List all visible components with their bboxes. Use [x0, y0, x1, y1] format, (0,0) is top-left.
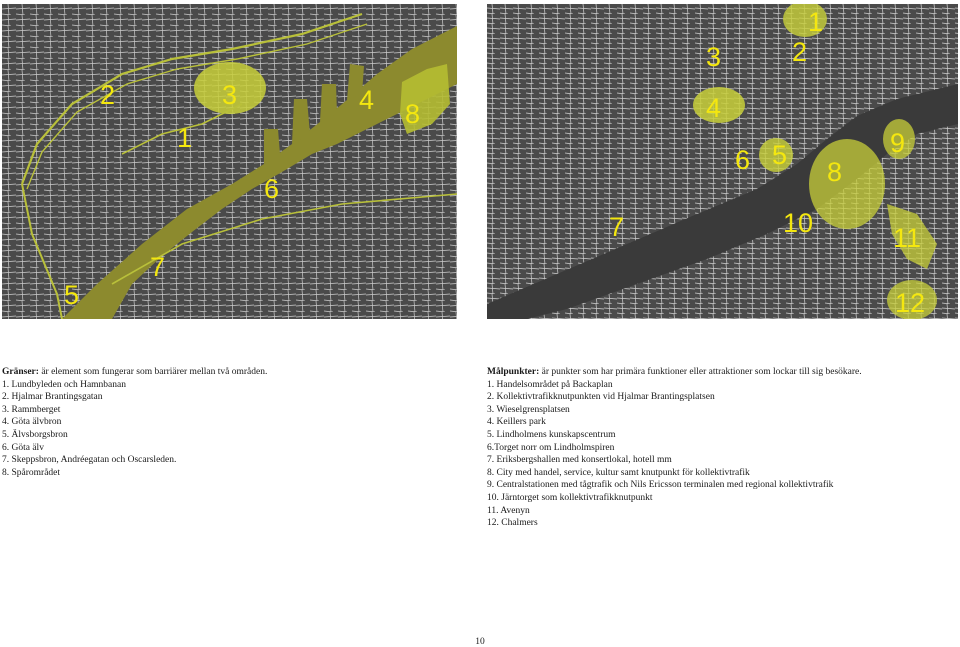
list-item: 5. Älvsborgsbron: [2, 429, 68, 440]
destinations-map: [487, 4, 958, 319]
list-item: 3. Rammberget: [2, 404, 61, 415]
list-item: 9. Centralstationen med tågtrafik och Nils Ericsson terminalen med regional kollektivtrafik: [487, 480, 834, 491]
map-label-6: 6: [735, 145, 751, 175]
map-label-4: 4: [706, 93, 722, 123]
map-label-11: 11: [893, 223, 922, 253]
map-label-12: 12: [895, 288, 926, 318]
list-item: 4. Göta älvbron: [2, 417, 62, 428]
destinations-definition: är punkter som har primära funktioner eller attraktioner som lockar till sig besökare.: [539, 367, 862, 377]
barriers-heading: [2, 366, 422, 379]
barriers-legend: [2, 366, 422, 479]
map-label-9: 9: [890, 128, 906, 158]
destinations-term: Målpunkter:: [487, 367, 540, 377]
list-item: 1. Lundbyleden och Hamnbanan: [2, 379, 126, 390]
map-label-5: 5: [772, 140, 788, 170]
map-label-10: 10: [783, 208, 814, 238]
list-item: 7. Eriksbergshallen med konsertlokal, hotell mm: [487, 455, 672, 466]
list-item: 6.Torget norr om Lindholmspiren: [487, 442, 615, 453]
map-label-5: 5: [64, 280, 80, 310]
map-label-1: 1: [808, 7, 824, 37]
page-number: 10: [475, 637, 485, 647]
list-item: 7. Skeppsbron, Andréegatan och Oscarsleden.: [2, 455, 177, 466]
list-item: 8. Spårområdet: [2, 467, 61, 478]
barriers-map-graphic: [2, 4, 457, 319]
destinations-map-graphic: [487, 4, 958, 319]
map-label-6: 6: [264, 174, 280, 204]
map-label-7: 7: [150, 252, 166, 282]
list-item: 3. Wieselgrensplatsen: [487, 404, 570, 415]
map-label-7: 7: [609, 212, 625, 242]
destinations-legend: [487, 366, 957, 530]
barriers-term: Gränser:: [2, 367, 39, 377]
destinations-heading: [487, 366, 957, 379]
list-item: 12. Chalmers: [487, 518, 538, 529]
map-label-3: 3: [222, 80, 238, 110]
map-label-2: 2: [792, 37, 808, 67]
barriers-definition: är element som fungerar som barriärer mellan två områden.: [38, 367, 268, 377]
list-item: 6. Göta älv: [2, 442, 44, 453]
list-item: 1. Handelsområdet på Backaplan: [487, 379, 613, 390]
list-item: 10. Järntorget som kollektivtrafikknutpunkt: [487, 492, 653, 503]
destinations-list: [487, 379, 957, 530]
barriers-list: [2, 379, 422, 480]
map-label-2: 2: [100, 80, 116, 110]
map-label-8: 8: [405, 99, 421, 129]
map-label-8: 8: [827, 157, 843, 187]
barriers-map: [2, 4, 457, 319]
city-area: [809, 139, 885, 229]
map-label-3: 3: [706, 42, 722, 72]
list-item: 8. City med handel, service, kultur samt knutpunkt för kollektivtrafik: [487, 467, 750, 478]
list-item: 11. Avenyn: [487, 505, 530, 516]
map-label-4: 4: [359, 85, 375, 115]
list-item: 2. Hjalmar Brantingsgatan: [2, 392, 103, 403]
list-item: 2. Kollektivtrafikknutpunkten vid Hjalmar Brantingsplatsen: [487, 392, 715, 403]
list-item: 4. Keillers park: [487, 417, 546, 428]
map-label-1: 1: [177, 123, 193, 153]
list-item: 5. Lindholmens kunskapscentrum: [487, 429, 616, 440]
